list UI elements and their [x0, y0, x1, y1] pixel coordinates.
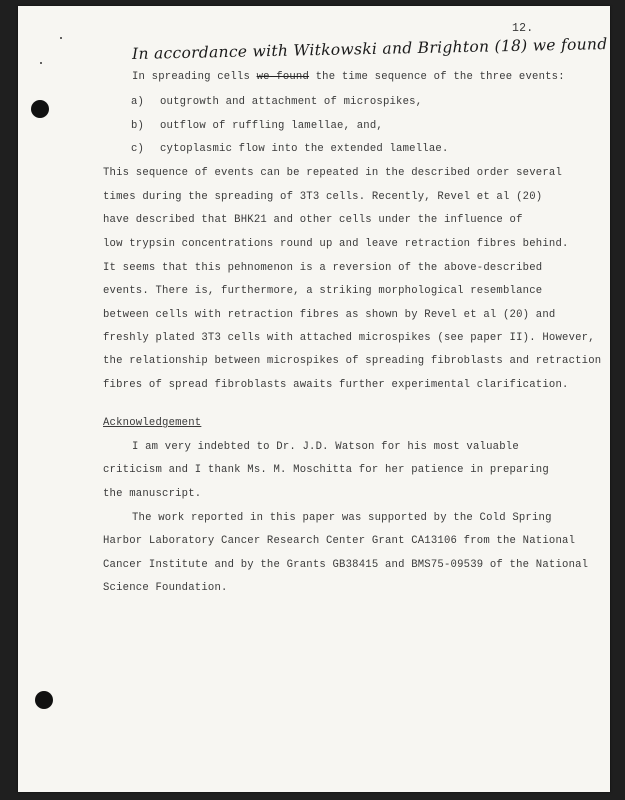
- paragraph-line: events. There is, furthermore, a striking morphological resemblance: [103, 285, 543, 297]
- paragraph-line: This sequence of events can be repeated in the described order several: [103, 167, 563, 179]
- paragraph-line: I am very indebted to Dr. J.D. Watson for his most valuable: [132, 441, 519, 453]
- paragraph-line: criticism and I thank Ms. M. Moschitta for her patience in preparing: [103, 464, 549, 476]
- list-item-text: outgrowth and attachment of microspikes,: [160, 96, 423, 108]
- paragraph-line: have described that BHK21 and other cells under the influence of: [103, 214, 523, 226]
- list-item-marker: a): [131, 96, 145, 108]
- intro-line-start: In spreading cells: [132, 71, 251, 83]
- paragraph-line: the manuscript.: [103, 488, 202, 500]
- paragraph-line: It seems that this pehnomenon is a reversion of the above-described: [103, 262, 543, 274]
- paragraph-line: times during the spreading of 3T3 cells. Recently, Revel et al (20): [103, 191, 543, 203]
- dust-speck: [40, 62, 42, 64]
- paragraph-line: Harbor Laboratory Cancer Research Center Grant CA13106 from the National: [103, 535, 576, 547]
- list-item-marker: b): [131, 120, 145, 132]
- list-item-marker: c): [131, 143, 145, 155]
- paragraph-line: low trypsin concentrations round up and leave retraction fibres behind.: [103, 238, 569, 250]
- page-number: 12.: [512, 22, 534, 35]
- list-item-text: outflow of ruffling lamellae, and,: [160, 120, 383, 132]
- intro-line-end: the time sequence of the three events:: [315, 71, 565, 83]
- handwritten-insertion: In accordance with Witkowski and Brighton (18) we found: [131, 35, 608, 63]
- paragraph-line: Science Foundation.: [103, 582, 228, 594]
- dust-speck: [60, 37, 62, 39]
- punch-hole-top: [31, 100, 49, 118]
- paragraph-line: the relationship between microspikes of spreading fibroblasts and retraction: [103, 355, 602, 367]
- list-item-text: cytoplasmic flow into the extended lamellae.: [160, 143, 449, 155]
- paragraph-line: between cells with retraction fibres as shown by Revel et al (20) and: [103, 309, 556, 321]
- punch-hole-bottom: [35, 691, 53, 709]
- intro-line: [132, 71, 565, 83]
- paragraph-line: Cancer Institute and by the Grants GB38415 and BMS75-09539 of the National: [103, 559, 589, 571]
- acknowledgement-heading: Acknowledgement: [103, 417, 202, 429]
- intro-line-struck: we found: [256, 71, 310, 83]
- paragraph-line: The work reported in this paper was supported by the Cold Spring: [132, 512, 552, 524]
- paragraph-line: freshly plated 3T3 cells with attached microspikes (see paper II). However,: [103, 332, 595, 344]
- paragraph-line: fibres of spread fibroblasts awaits further experimental clarification.: [103, 379, 569, 391]
